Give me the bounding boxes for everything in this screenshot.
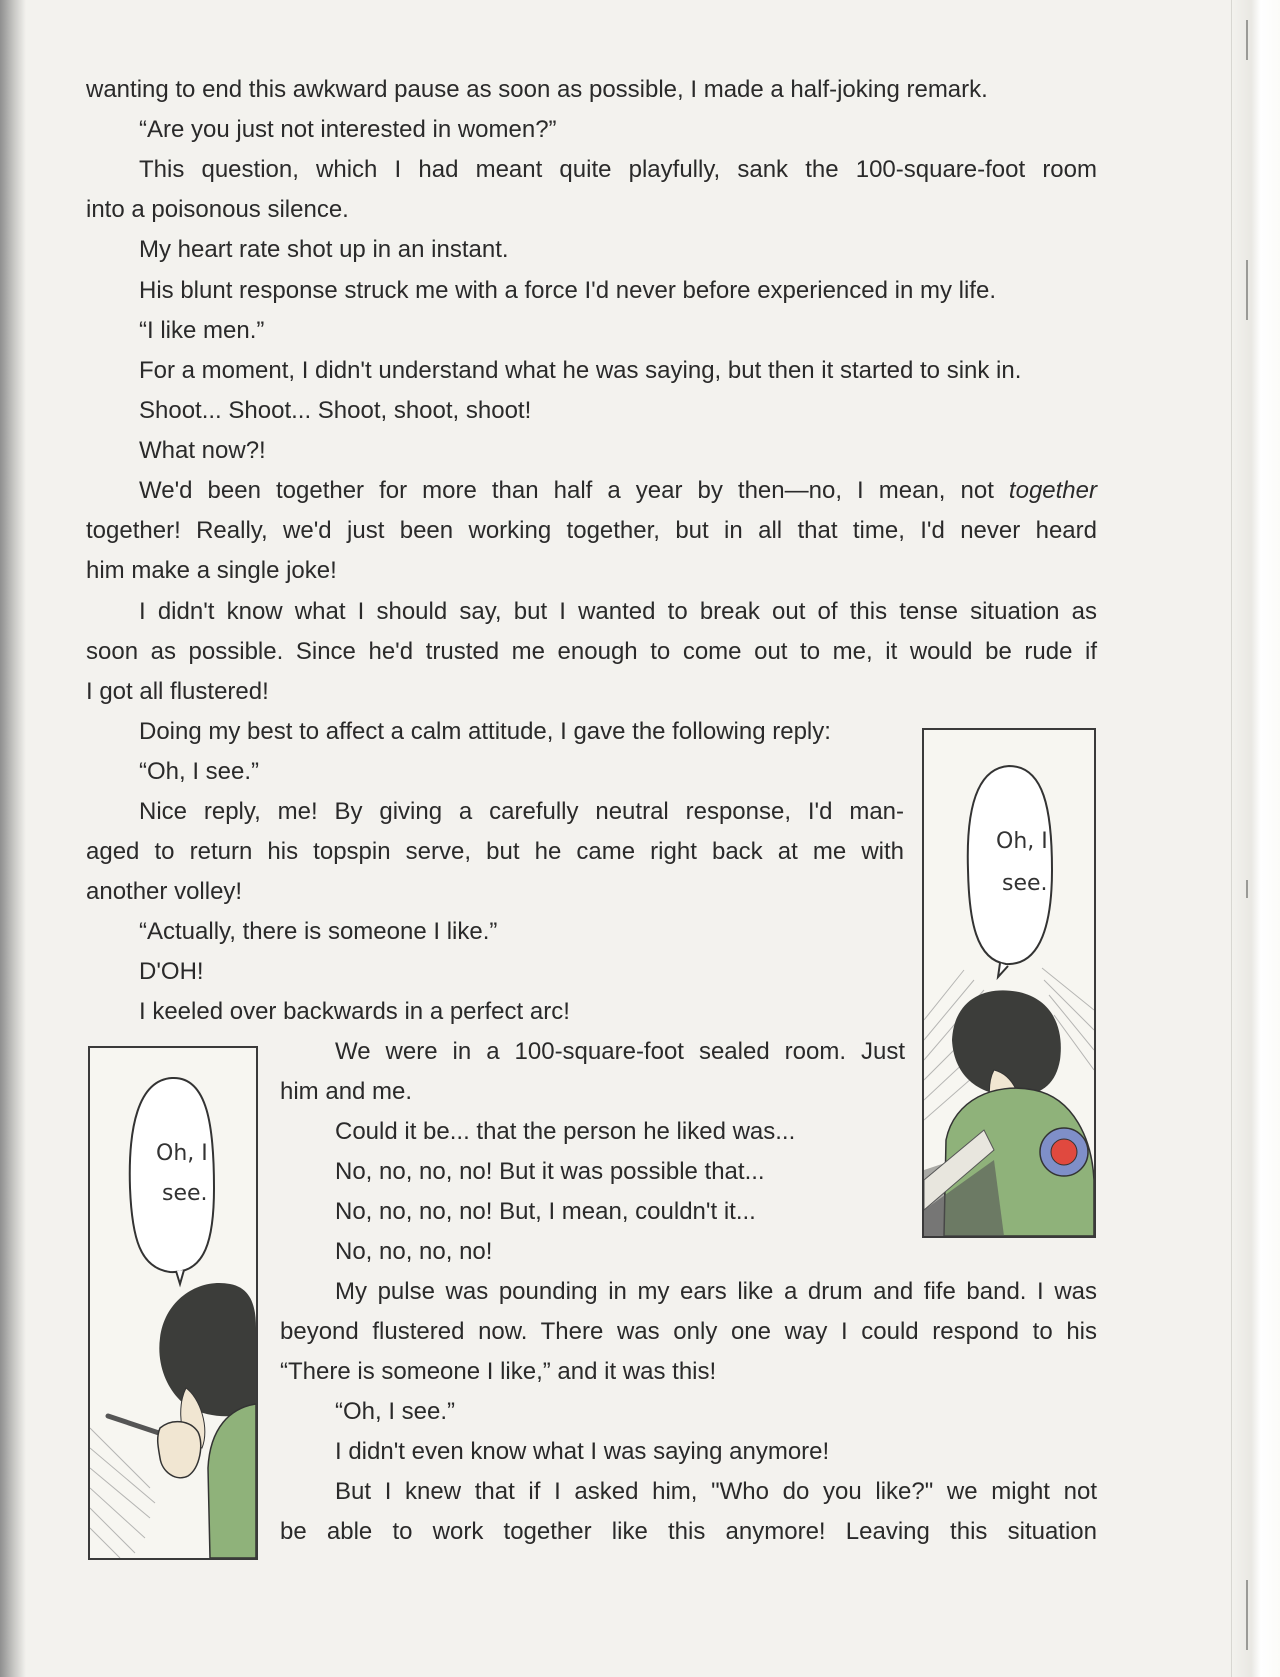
page-edge	[1231, 0, 1280, 1677]
text-line: My pulse was pounding in my ears like a drum and fife band. I was	[335, 1278, 1097, 1305]
text-line: D'OH!	[139, 958, 204, 985]
text-line: “There is someone I like,” and it was this!	[280, 1358, 717, 1385]
manga-panel-right	[922, 728, 1096, 1238]
bubble-text: Oh, I	[996, 829, 1048, 854]
text-line: I didn't even know what I was saying anymore!	[335, 1438, 830, 1465]
emphasis-text: together	[1008, 477, 1097, 504]
text-line: beyond flustered now. There was only one way I could respond to his	[280, 1318, 1097, 1345]
text-line: him and me.	[280, 1078, 413, 1105]
text-line: aged to return his topspin serve, but he came right back at me with	[86, 838, 904, 865]
text-line: What now?!	[139, 437, 266, 464]
text-line: No, no, no, no!	[335, 1238, 493, 1265]
text-line: “Oh, I see.”	[139, 758, 260, 785]
text-line: together! Really, we'd just been working together, but in all that time, I'd never heard	[86, 517, 1097, 544]
text-line: This question, which I had meant quite playfully, sank the 100-square-foot room	[139, 156, 1097, 183]
text-line: “Are you just not interested in women?”	[139, 116, 557, 143]
text-line: him make a single joke!	[86, 557, 337, 584]
binding-shadow	[0, 0, 26, 1677]
bubble-text: Oh, I	[156, 1141, 208, 1166]
text-line: I got all flustered!	[86, 678, 269, 705]
speech-bubble	[130, 1078, 214, 1272]
bubble-text: see.	[162, 1181, 208, 1206]
text-line: into a poisonous silence.	[86, 196, 349, 223]
panel-illustration-right	[924, 730, 1094, 1236]
text-line: For a moment, I didn't understand what he was saying, but then it started to sink in.	[139, 357, 1022, 384]
text-line: No, no, no, no! But it was possible that...	[335, 1158, 765, 1185]
text-line: We were in a 100-square-foot sealed room. Just	[335, 1038, 905, 1065]
text-line: soon as possible. Since he'd trusted me enough to come out to me, it would be rude if	[86, 638, 1097, 665]
text-line: But I knew that if I asked him, "Who do you like?" we might not	[335, 1478, 1097, 1505]
text-line: “I like men.”	[139, 317, 265, 344]
text-span: We'd been together for more than half a year by then—no, I mean, not	[139, 477, 1009, 504]
character-hair	[159, 1283, 256, 1416]
character-jacket	[208, 1404, 256, 1558]
text-line: I keeled over backwards in a perfect arc!	[139, 998, 570, 1025]
text-line: His blunt response struck me with a force I'd never before experienced in my life.	[139, 277, 996, 304]
text-line	[139, 471, 1097, 511]
text-line: My heart rate shot up in an instant.	[139, 236, 509, 263]
text-line: I didn't know what I should say, but I wanted to break out of this tense situation as	[139, 598, 1097, 625]
text-line: “Actually, there is someone I like.”	[139, 918, 498, 945]
text-line: Doing my best to affect a calm attitude, I gave the following reply:	[139, 718, 831, 745]
text-line: No, no, no, no! But, I mean, couldn't it...	[335, 1198, 756, 1225]
speech-bubble	[968, 766, 1052, 964]
text-line: Shoot... Shoot... Shoot, shoot, shoot!	[139, 397, 532, 424]
bubble-text: see.	[1002, 871, 1048, 896]
text-line: Nice reply, me! By giving a carefully neutral response, I'd man-	[139, 798, 904, 825]
text-line: “Oh, I see.”	[335, 1398, 456, 1425]
text-line: be able to work together like this anymore! Leaving this situation	[280, 1518, 1097, 1545]
text-line: another volley!	[86, 878, 243, 905]
character-hand	[158, 1422, 201, 1478]
manga-panel-left	[88, 1046, 258, 1560]
text-line: Could it be... that the person he liked was...	[335, 1118, 796, 1145]
text-line: wanting to end this awkward pause as soon as possible, I made a half-joking remark.	[86, 76, 988, 103]
panel-illustration-left	[90, 1048, 256, 1558]
